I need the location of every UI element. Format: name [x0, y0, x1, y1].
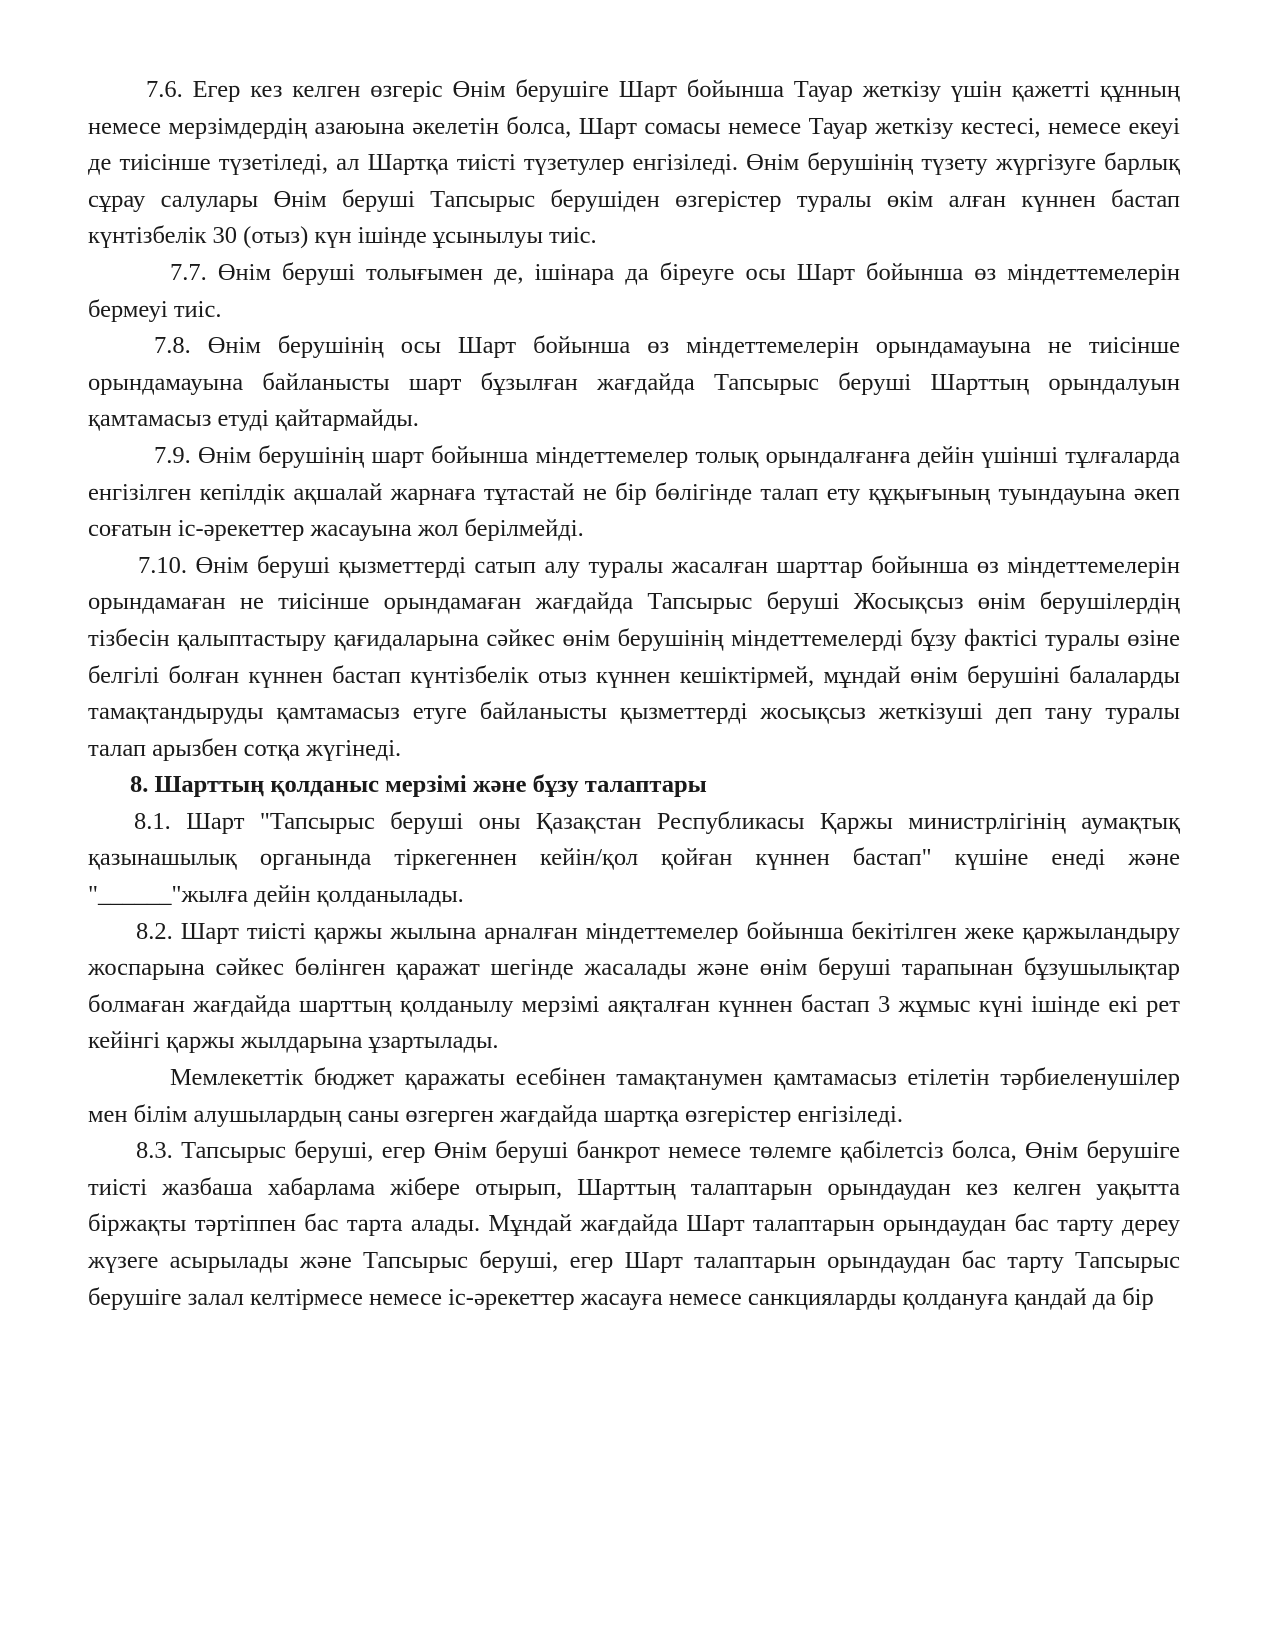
document-page	[88, 72, 1180, 1316]
clause-8-3: 8.3. Тапсырыс беруші, егер Өнім беруші банкрот немесе төлемге қабілетсіз болса, Өнім берушіге тиісті жазбаша хабарлама жібере отырып, Шарттың талаптарын орындаудан кез келген уақытта біржақты тәртіппен бас тарта алады. Мұндай жағдайда Шарт талаптарын орындаудан бас тарту дереу жүзеге асырылады және Тапсырыс беруші, егер Шарт талаптарын орындаудан бас тарту Тапсырыс берушіге залал келтірмесе немесе іс-әрекеттер жасауға немесе санкцияларды қолдануға қандай да бір	[88, 1137, 1180, 1311]
clause-7-6: 7.6. Егер кез келген өзгеріс Өнім берушіге Шарт бойынша Тауар жеткізу үшін қажетті құнның немесе мерзімдердің азаюына әкелетін болса, Шарт сомасы немесе Тауар жеткізу кестесі, немесе екеуі де тиісінше түзетіледі, ал Шартқа тиісті түзетулер енгізіледі. Өнім берушінің түзету жүргізуге барлық сұрау салулары Өнім беруші Тапсырыс берушіден өзгерістер туралы өкім алған күннен бастап күнтізбелік 30 (отыз) күн ішінде ұсынылуы тиіс.	[88, 76, 1180, 250]
clause-7-9: 7.9. Өнім берушінің шарт бойынша міндеттемелер толық орындалғанға дейін үшінші тұлғаларда енгізілген кепілдік ақшалай жарнаға тұтастай не бір бөлігінде талап ету құқығының туындауына әкеп соғатын іс-әрекеттер жасауына жол берілмейді.	[88, 441, 1180, 543]
clause-8-2: 8.2. Шарт тиісті қаржы жылына арналған міндеттемелер бойынша бекітілген жеке қаржыландыру жоспарына сәйкес бөлінген қаражат шегінде жасалады және өнім беруші тарапынан бұзушылықтар болмаған жағдайда шарттың қолданылу мерзімі аяқталған күннен бастап 3 жұмыс күні ішінде екі рет кейінгі қаржы жылдарына ұзартылады.	[88, 917, 1180, 1055]
clause-7-7: 7.7. Өнім беруші толығымен де, ішінара да біреуге осы Шарт бойынша өз міндеттемелерін бермеуі тиіс.	[88, 258, 1180, 323]
clause-7-8: 7.8. Өнім берушінің осы Шарт бойынша өз міндеттемелерін орындамауына не тиісінше орындамауына байланысты шарт бұзылған жағдайда Тапсырыс беруші Шарттың орындалуын қамтамасыз етуді қайтармайды.	[88, 332, 1180, 433]
section-8-heading: 8. Шарттың қолданыс мерзімі және бұзу талаптары	[130, 771, 707, 799]
clause-7-10: 7.10. Өнім беруші қызметтерді сатып алу туралы жасалған шарттар бойынша өз міндеттемелерін орындамаған не тиісінше орындамаған жағдайда Тапсырыс беруші Жосықсыз өнім берушілердің тізбесін қалыптастыру қағидаларына сәйкес өнім берушінің міндеттемелерді бұзу фактісі туралы өзіне белгілі болған күннен бастап күнтізбелік отыз күннен кешіктірмей, мұндай өнім берушіні балаларды тамақтандыруды қамтамасыз етуге байланысты қызметтерді жосықсыз жеткізуші деп тану туралы талап арызбен сотқа жүгінеді.	[88, 551, 1180, 762]
clause-8-2-note: Мемлекеттік бюджет қаражаты есебінен тамақтанумен қамтамасыз етілетін тәрбиеленушілер мен білім алушылардың саны өзгерген жағдайда шартқа өзгерістер енгізіледі.	[88, 1064, 1180, 1128]
clause-8-1: 8.1. Шарт "Тапсырыс беруші оны Қазақстан Республикасы Қаржы министрлігінің аумақтық қазынашылық органында тіркегеннен кейін/қол қойған күннен бастап" күшіне енеді және "______"жылға дейін қолданылады.	[88, 807, 1180, 909]
